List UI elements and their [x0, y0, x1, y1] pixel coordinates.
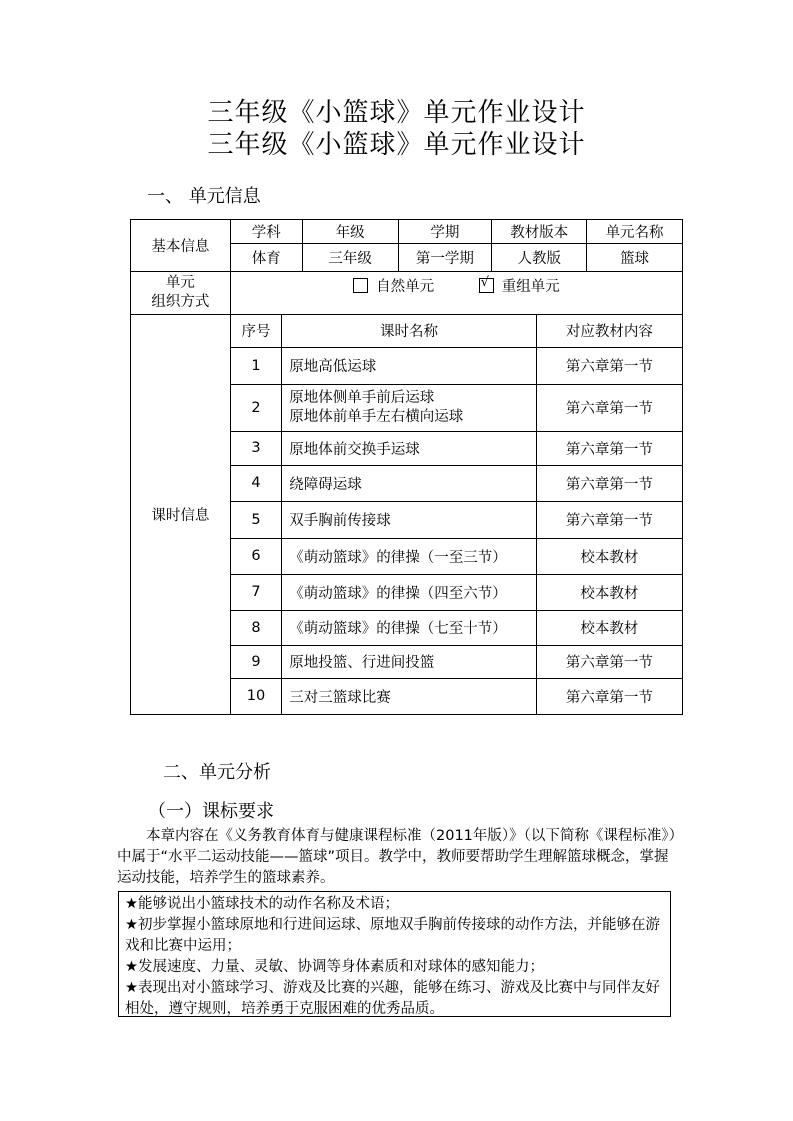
lesson-no: 7: [231, 574, 282, 610]
lesson-name-line1: 原地体侧单手前后运球: [289, 389, 435, 406]
table-row: [231, 645, 682, 678]
checkbox-unchecked-icon[interactable]: [353, 278, 368, 293]
lesson-name: 《萌动篮球》的律操（一至三节）: [282, 538, 537, 574]
lesson-name: [282, 384, 537, 431]
lesson-no: 6: [231, 538, 282, 574]
table-row: [231, 538, 682, 574]
lesson-name: 原地体前交换手运球: [282, 431, 537, 465]
basic-info-label: 基本信息: [131, 220, 231, 272]
lesson-name-line2: 原地体前单手左右横向运球: [289, 408, 464, 425]
lesson-no: 1: [231, 347, 282, 384]
objective-item: ★表现出对小篮球学习、游戏及比赛的兴趣，能够在练习、游戏及比赛中与同伴友好相处，遵守规则，培养勇于克服困难的优秀品质。: [125, 980, 660, 1017]
lesson-content: 第六章第一节: [536, 645, 682, 678]
lesson-name: 绕障碍运球: [282, 465, 537, 501]
option-regrouped-unit-label: 重组单元: [501, 279, 560, 295]
lesson-no: 9: [231, 645, 282, 678]
value-unit-name: 篮球: [587, 244, 683, 272]
unit-info-table: [130, 219, 683, 715]
header-subject: 学科: [230, 220, 302, 244]
lesson-content: 校本教材: [536, 538, 682, 574]
curriculum-paragraph: 本章内容在《义务教育体育与健康课程标准（2011年版）》（以下简称《课程标准》）中属于“水平二运动技能——篮球”项目。教学中，教师要帮助学生理解篮球概念，掌握运动技能，培养学生的篮球素养。: [117, 828, 676, 886]
table-row: [231, 501, 682, 538]
value-edition: 人教版: [492, 244, 587, 272]
option-natural-unit-label: 自然单元: [376, 279, 435, 295]
objectives-box: [118, 891, 671, 1017]
document-title-repeat: 三年级《小篮球》单元作业设计: [207, 130, 586, 160]
section-heading-unit-info: 一、 单元信息: [147, 186, 261, 207]
subsection-heading-curriculum: （一）课标要求: [148, 801, 274, 822]
objective-item: ★发展速度、力量、灵敏、协调等身体素质和对球体的感知能力；: [125, 959, 544, 975]
unit-org-label: [131, 272, 231, 315]
section-heading-unit-analysis: 二、单元分析: [163, 762, 271, 783]
value-subject: 体育: [230, 244, 302, 272]
unit-org-label-line1: 单元: [165, 275, 195, 291]
value-grade: 三年级: [302, 244, 398, 272]
option-regrouped-unit[interactable]: [479, 275, 560, 295]
table-row: [231, 347, 682, 384]
table-row: [231, 384, 682, 431]
lesson-no: 5: [231, 501, 282, 538]
lesson-header-content: 对应教材内容: [536, 315, 682, 347]
lesson-no: 10: [231, 678, 282, 714]
objective-item: ★能够说出小篮球技术的动作名称及术语；: [125, 896, 399, 912]
lesson-header-no: 序号: [231, 315, 282, 347]
lesson-content: 校本教材: [536, 610, 682, 645]
lesson-table-cell: [230, 315, 682, 715]
lesson-name: 双手胸前传接球: [282, 501, 537, 538]
lesson-content: 第六章第一节: [536, 384, 682, 431]
lesson-no: 4: [231, 465, 282, 501]
lesson-name: 《萌动篮球》的律操（四至六节）: [282, 574, 537, 610]
lesson-content: 第六章第一节: [536, 501, 682, 538]
lesson-info-label: 课时信息: [131, 315, 231, 715]
lesson-no: 2: [231, 384, 282, 431]
lesson-header-name: 课时名称: [282, 315, 537, 347]
table-row: [231, 678, 682, 714]
lesson-content: 校本教材: [536, 574, 682, 610]
lesson-no: 3: [231, 431, 282, 465]
header-grade: 年级: [302, 220, 398, 244]
lesson-name: 三对三篮球比赛: [282, 678, 537, 714]
lesson-name: 原地投篮、行进间投篮: [282, 645, 537, 678]
table-row: [231, 431, 682, 465]
document-title: 三年级《小篮球》单元作业设计: [207, 98, 586, 128]
checkbox-checked-icon[interactable]: [479, 275, 494, 293]
lesson-content: 第六章第一节: [536, 465, 682, 501]
check-mark-icon: √: [480, 275, 489, 290]
lesson-content: 第六章第一节: [536, 347, 682, 384]
table-row: [231, 465, 682, 501]
table-row: [231, 574, 682, 610]
unit-org-label-line2: 组织方式: [151, 294, 210, 310]
unit-org-options: [230, 272, 682, 315]
header-edition: 教材版本: [492, 220, 587, 244]
lesson-name: 《萌动篮球》的律操（七至十节）: [282, 610, 537, 645]
header-unit-name: 单元名称: [587, 220, 683, 244]
table-row: [231, 610, 682, 645]
header-semester: 学期: [398, 220, 492, 244]
lesson-content: 第六章第一节: [536, 431, 682, 465]
lesson-name: 原地高低运球: [282, 347, 537, 384]
lesson-content: 第六章第一节: [536, 678, 682, 714]
option-natural-unit[interactable]: [353, 279, 439, 295]
lesson-table: [231, 315, 682, 714]
value-semester: 第一学期: [398, 244, 492, 272]
lesson-no: 8: [231, 610, 282, 645]
objective-item: ★初步掌握小篮球原地和行进间运球、原地双手胸前传接球的动作方法，并能够在游戏和比赛中运用；: [125, 917, 660, 954]
